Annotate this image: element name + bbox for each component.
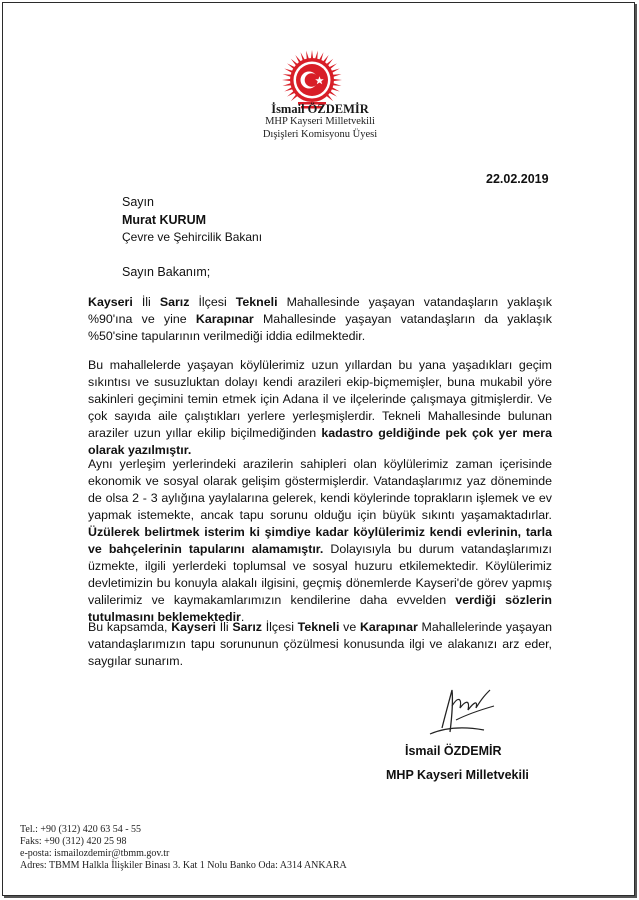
text-run: Dolayısıyla bu durum vatandaşlarımızı üzmekte, ilgili yerlerdeki toplumsal ve sosyal huzuru etkilemektedir. Köylülerimiz devletimizin bu konuyla alakalı ilgisini, geçmiş dönemlerde Kayseri'de görev yapmış valilerimiz ve kaymakamlarımızın kendilerine daha evvelden	[88, 542, 552, 607]
bold-text-run: Üzülerek belirtmek isterim ki şimdiye kadar köylülerimiz kendi evlerinin, tarla ve bahçelerinin tapularını alamamıştır.	[88, 525, 552, 556]
bold-text-run: Kayseri	[171, 620, 216, 634]
body-paragraph-4	[88, 619, 552, 670]
signature-title: MHP Kayseri Milletvekili	[386, 768, 529, 782]
body-paragraph-1	[88, 294, 552, 345]
sender-committee: Dışişleri Komisyonu Üyesi	[262, 128, 378, 140]
recipient-name: Murat KURUM	[122, 212, 207, 227]
contact-address: Adres: TBMM Halkla İlişkiler Binası 3. Kat 1 Nolu Banko Oda: A314 ANKARA	[20, 860, 347, 871]
body-paragraph-2	[88, 357, 552, 459]
bold-text-run: Tekneli	[235, 295, 278, 309]
contact-email: e-posta: ismailozdemir@tbmm.gov.tr	[20, 848, 170, 859]
recipient-salutation: Sayın	[122, 195, 154, 209]
text-run: Bu mahallelerde yaşayan köylülerimiz uzun yıllardan bu yana yaşadıkları geçim sıkıntısı ve susuzluktan dolayı kendi arazileri ekip-biçmemişler, buna mukabil yöre sakinleri geçimini temin etmek için Adana il ve ilçelerinde çalışmaya gitmişlerdir. Ve çok sayıda aile çalıştıkları yerlere yerleşmişlerdir. Tekneli Mahallesinde bulunan araziler uzun yıllar ekilip biçilmediğinden	[88, 358, 552, 440]
text-run: İli	[215, 620, 233, 634]
sender-header	[200, 102, 440, 141]
signature-name: İsmail ÖZDEMİR	[405, 744, 502, 758]
text-run: Aynı yerleşim yerlerindeki arazilerin sahipleri olan köylülerimiz zaman içerisinde ekonomik ve sosyal olarak gelişim göstermişlerdir. Vatandaşlarımız yaz döneminde de olsa 2 - 3 aylığına yaylalarına gelerek, kendi köylerinde toprakların işlemek ve ev yapmak istemekte, ancak tapu sorunu olduğu için büyük sıkıntı yaşamaktadırlar.	[88, 457, 552, 522]
bold-text-run: Kayseri	[88, 295, 133, 309]
text-run: İlçesi	[262, 620, 298, 634]
sender-role: MHP Kayseri Milletvekili	[265, 116, 375, 127]
bold-text-run: Tekneli	[297, 620, 340, 634]
body-paragraph-3	[88, 456, 552, 626]
bold-text-run: verdiği sözlerin tutulmasını beklemektedir	[88, 593, 552, 624]
text-run: İli	[132, 295, 160, 309]
bold-text-run: Karapınar	[359, 620, 418, 634]
text-run: Bu kapsamda,	[88, 620, 172, 634]
bold-text-run: Sarız	[232, 620, 262, 634]
letter-date: 22.02.2019	[486, 172, 549, 186]
text-run: .	[240, 610, 245, 624]
text-run: Mahallesinde yaşayan vatandaşların da yaklaşık %50'sine tapularının verilmediği iddia edilmektedir.	[88, 312, 552, 343]
text-run: ve	[339, 620, 360, 634]
text-run: Mahallesinde yaşayan vatandaşların yaklaşık %90'ına ve yine	[88, 295, 552, 326]
bold-text-run: kadastro geldiğinde pek çok yer mera olarak yazılmıştır.	[88, 426, 553, 457]
sender-name: İsmail ÖZDEMİR	[271, 102, 369, 116]
contact-tel: Tel.: +90 (312) 420 63 54 - 55	[20, 824, 142, 835]
bold-text-run: Karapınar	[195, 312, 254, 326]
handwritten-signature	[422, 676, 508, 746]
text-run: Mahallelerinde yaşayan vatandaşlarımızın tapu sorununun çözülmesi konusunda ilgi ve alakanızı arz eder, saygılar sunarım.	[88, 620, 552, 668]
contact-footer	[20, 824, 347, 872]
bold-text-run: Sarız	[159, 295, 190, 309]
text-run: İlçesi	[189, 295, 236, 309]
recipient-block	[122, 194, 262, 247]
recipient-title: Çevre ve Şehircilik Bakanı	[122, 230, 263, 244]
contact-fax: Faks: +90 (312) 420 25 98	[20, 836, 127, 847]
greeting: Sayın Bakanım;	[122, 265, 211, 279]
